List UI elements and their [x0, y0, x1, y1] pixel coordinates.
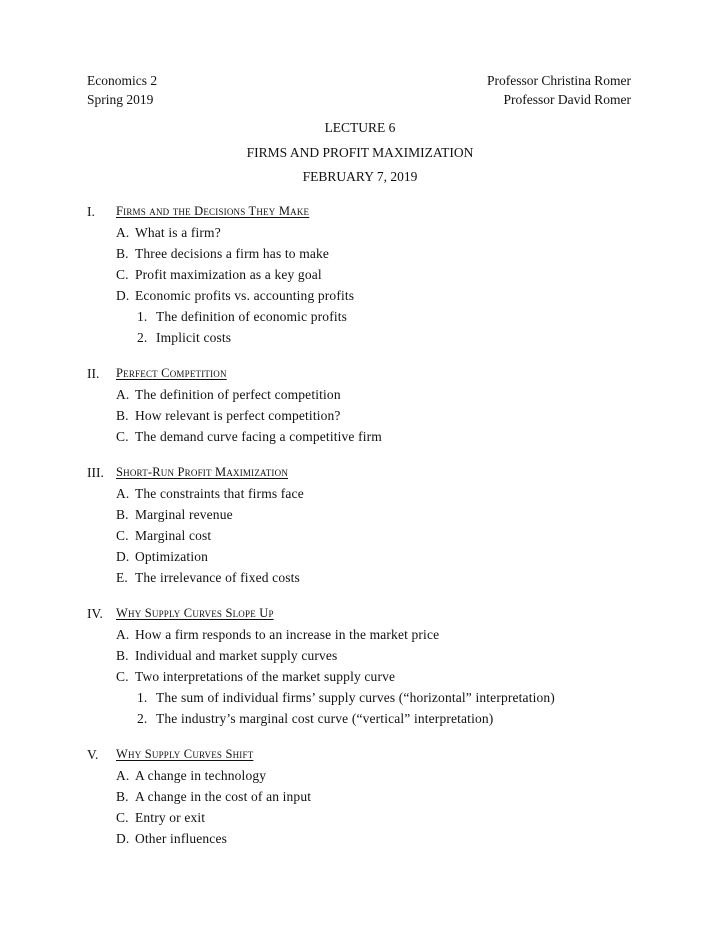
- outline-subitem: [87, 327, 647, 348]
- item-text: How relevant is perfect competition?: [135, 408, 341, 423]
- item-label: D.: [116, 831, 130, 846]
- course-name: Economics 2: [87, 73, 158, 88]
- outline-subitem: [87, 708, 647, 729]
- section-3: [87, 462, 647, 588]
- item-label: E.: [116, 570, 128, 585]
- subitem-text: Implicit costs: [156, 330, 232, 345]
- term: Spring 2019: [87, 92, 154, 107]
- item-label: D.: [116, 288, 130, 303]
- outline-item: [87, 666, 647, 687]
- outline-subitem: [87, 687, 647, 708]
- section-1: [87, 201, 647, 348]
- outline-item: [87, 483, 647, 504]
- section-numeral: V.: [87, 747, 99, 762]
- item-text: Marginal revenue: [135, 507, 233, 522]
- outline-item: [87, 525, 647, 546]
- outline-item: [87, 264, 647, 285]
- item-label: A.: [116, 486, 130, 501]
- item-label: C.: [116, 528, 129, 543]
- section-title: Why Supply Curves Slope Up: [116, 606, 274, 620]
- section-numeral: I.: [87, 204, 95, 219]
- section-5: [87, 744, 647, 849]
- item-label: C.: [116, 810, 129, 825]
- item-text: How a firm responds to an increase in the market price: [135, 627, 440, 642]
- section-title: Short-Run Profit Maximization: [116, 465, 289, 479]
- subitem-text: The sum of individual firms’ supply curves (“horizontal” interpretation): [156, 690, 555, 705]
- item-label: A.: [116, 225, 130, 240]
- outline-item: [87, 426, 647, 447]
- item-text: The irrelevance of fixed costs: [135, 570, 300, 585]
- item-label: C.: [116, 669, 129, 684]
- item-text: Marginal cost: [135, 528, 212, 543]
- item-text: Profit maximization as a key goal: [135, 267, 322, 282]
- outline-subitem: [87, 306, 647, 327]
- item-label: B.: [116, 789, 129, 804]
- outline-item: [87, 222, 647, 243]
- lecture-number: LECTURE 6: [324, 120, 396, 135]
- lecture-topic: FIRMS AND PROFIT MAXIMIZATION: [246, 145, 474, 160]
- item-text: The definition of perfect competition: [135, 387, 341, 402]
- item-text: A change in technology: [135, 768, 267, 783]
- item-text: The constraints that firms face: [135, 486, 304, 501]
- outline-item: [87, 645, 647, 666]
- item-text: Optimization: [135, 549, 209, 564]
- item-label: B.: [116, 648, 129, 663]
- section-title: Firms and the Decisions They Make: [116, 204, 310, 218]
- subitem-text: The industry’s marginal cost curve (“vertical” interpretation): [156, 711, 494, 726]
- item-label: D.: [116, 549, 130, 564]
- section-heading: [87, 744, 647, 765]
- item-label: A.: [116, 627, 130, 642]
- section-heading: [87, 603, 647, 624]
- outline-item: [87, 786, 647, 807]
- section-4: [87, 603, 647, 729]
- lecture-date: FEBRUARY 7, 2019: [302, 169, 418, 184]
- outline-item: [87, 243, 647, 264]
- item-text: The demand curve facing a competitive firm: [135, 429, 382, 444]
- subitem-label: 2.: [137, 330, 148, 345]
- item-text: A change in the cost of an input: [135, 789, 312, 804]
- section-heading: [87, 201, 647, 222]
- outline-item: [87, 504, 647, 525]
- item-label: A.: [116, 768, 130, 783]
- item-text: Three decisions a firm has to make: [135, 246, 330, 261]
- item-text: What is a firm?: [135, 225, 221, 240]
- item-label: C.: [116, 429, 129, 444]
- item-label: C.: [116, 267, 129, 282]
- professor-1: Professor Christina Romer: [487, 73, 631, 88]
- item-text: Economic profits vs. accounting profits: [135, 288, 355, 303]
- section-numeral: III.: [87, 465, 104, 480]
- item-label: B.: [116, 507, 129, 522]
- outline-item: [87, 567, 647, 588]
- item-text: Other influences: [135, 831, 227, 846]
- item-text: Two interpretations of the market supply curve: [135, 669, 396, 684]
- section-heading: [87, 363, 647, 384]
- outline-item: [87, 405, 647, 426]
- section-heading: [87, 462, 647, 483]
- subitem-label: 1.: [137, 690, 148, 705]
- item-text: Entry or exit: [135, 810, 206, 825]
- header-row-1: [87, 71, 631, 90]
- outline-item: [87, 384, 647, 405]
- outline-item: [87, 546, 647, 567]
- outline-item: [87, 807, 647, 828]
- subitem-label: 2.: [137, 711, 148, 726]
- item-label: A.: [116, 387, 130, 402]
- subitem-label: 1.: [137, 309, 148, 324]
- outline-item: [87, 828, 647, 849]
- section-title: Perfect Competition: [116, 366, 227, 380]
- outline-item: [87, 285, 647, 306]
- professor-2: Professor David Romer: [503, 92, 631, 107]
- header-row-2: [87, 90, 631, 109]
- section-numeral: II.: [87, 366, 100, 381]
- item-label: B.: [116, 246, 129, 261]
- section-title: Why Supply Curves Shift: [116, 747, 254, 761]
- outline-item: [87, 624, 647, 645]
- outline-item: [87, 765, 647, 786]
- subitem-text: The definition of economic profits: [156, 309, 348, 324]
- item-text: Individual and market supply curves: [135, 648, 338, 663]
- item-label: B.: [116, 408, 129, 423]
- section-2: [87, 363, 647, 447]
- section-numeral: IV.: [87, 606, 103, 621]
